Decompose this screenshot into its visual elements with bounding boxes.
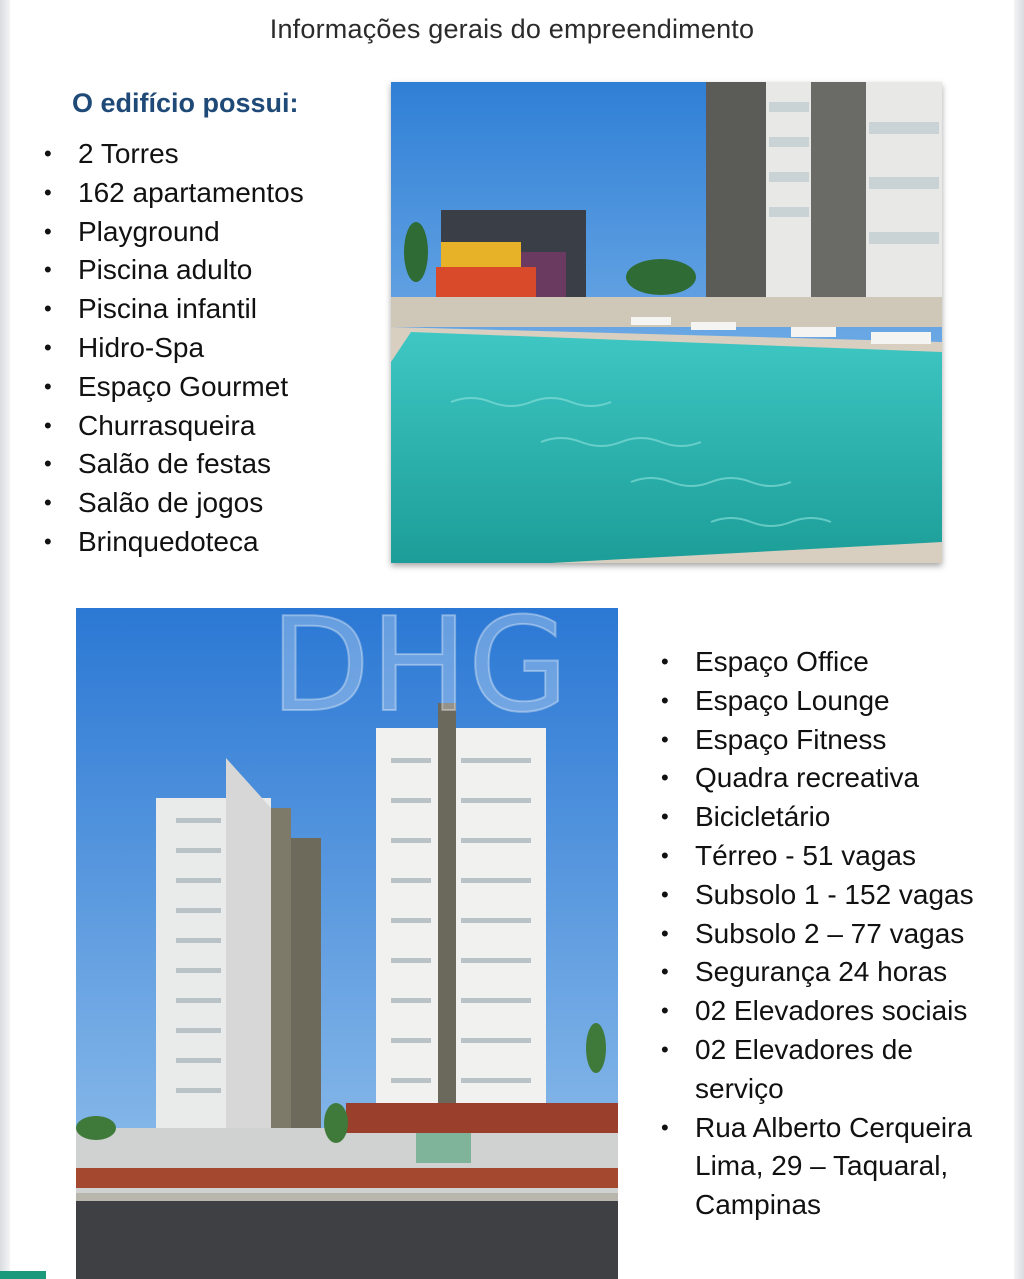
list-item: • Piscina infantil — [44, 290, 374, 329]
amenities-list-bottom — [661, 643, 1001, 1225]
list-item: • Salão de festas — [44, 445, 374, 484]
list-item: • 02 Elevadores sociais — [661, 992, 1001, 1031]
list-item: • Espaço Gourmet — [44, 368, 374, 407]
list-item: • 162 apartamentos — [44, 174, 374, 213]
list-item: • Espaço Lounge — [661, 682, 1001, 721]
list-item: • Espaço Office — [661, 643, 1001, 682]
list-item: • Subsolo 2 – 77 vagas — [661, 915, 1001, 954]
list-item: • Salão de jogos — [44, 484, 374, 523]
list-item: • Térreo - 51 vagas — [661, 837, 1001, 876]
list-item: • Segurança 24 horas — [661, 953, 1001, 992]
list-item: • Rua Alberto Cerqueira Lima, 29 – Taquaral, Campinas — [661, 1109, 1001, 1225]
list-item: • Quadra recreativa — [661, 759, 1001, 798]
list-item: • Playground — [44, 213, 374, 252]
list-item: • Hidro-Spa — [44, 329, 374, 368]
list-item: • Subsolo 1 - 152 vagas — [661, 876, 1001, 915]
list-item: • 2 Torres — [44, 135, 374, 174]
list-item: • 02 Elevadores de serviço — [661, 1031, 1001, 1109]
amenities-list-top — [44, 135, 374, 562]
left-frame-border — [0, 0, 10, 1279]
towers-photo — [76, 608, 618, 1279]
section-heading: O edifício possui: — [72, 88, 299, 118]
list-item: • Brinquedoteca — [44, 523, 374, 562]
pool-photo — [391, 82, 942, 563]
corner-accent-bar — [0, 1271, 46, 1279]
page-title: Informações gerais do empreendimento — [269, 14, 755, 44]
list-item: • Bicicletário — [661, 798, 1001, 837]
list-item: • Piscina adulto — [44, 251, 374, 290]
list-item: • Churrasqueira — [44, 407, 374, 446]
right-frame-border — [1014, 0, 1024, 1279]
list-item: • Espaço Fitness — [661, 721, 1001, 760]
watermark-text: DHG — [270, 600, 569, 720]
